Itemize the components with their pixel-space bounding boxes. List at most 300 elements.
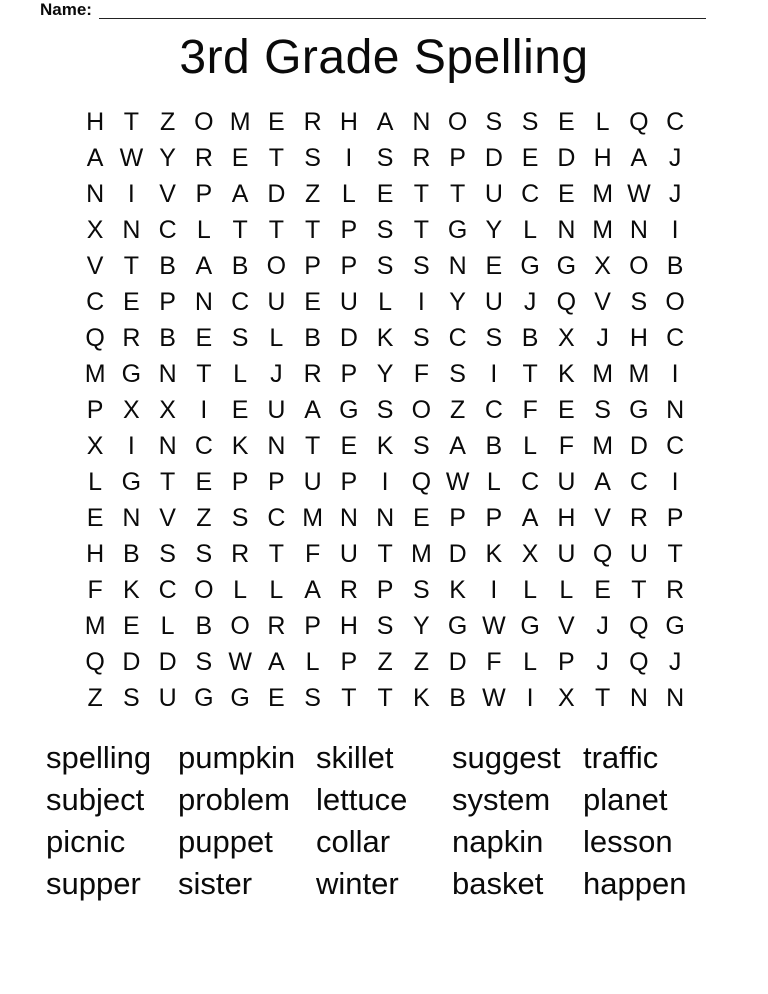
grid-letter: T xyxy=(268,215,285,244)
grid-letter: C xyxy=(267,504,286,533)
grid-letter: H xyxy=(557,504,576,533)
grid-letter: E xyxy=(558,179,575,208)
grid-letter: P xyxy=(449,504,466,533)
grid-letter: Q xyxy=(629,107,649,136)
grid-letter: K xyxy=(231,431,249,460)
grid-letter: U xyxy=(339,540,358,569)
grid-letter: A xyxy=(231,179,249,208)
grid-letter: G xyxy=(520,251,540,280)
grid-letter: D xyxy=(448,540,467,569)
grid-letter: T xyxy=(341,684,357,713)
grid-letter: P xyxy=(195,179,213,208)
grid-letter: E xyxy=(558,395,575,424)
grid-letter: K xyxy=(485,540,503,569)
grid-letter: R xyxy=(666,576,685,605)
grid-letter: J xyxy=(668,179,682,208)
grid-letter: J xyxy=(523,287,537,316)
grid-letter: A xyxy=(86,143,104,172)
grid-letter: G xyxy=(230,684,250,713)
grid-letter: X xyxy=(521,540,539,569)
grid-row xyxy=(77,392,693,428)
grid-letter: T xyxy=(304,431,321,460)
grid-letter: Q xyxy=(629,612,649,641)
grid-letter: P xyxy=(485,504,503,533)
grid-letter: M xyxy=(302,504,324,533)
grid-letter: C xyxy=(521,467,540,496)
grid-letter: P xyxy=(231,467,249,496)
grid-letter: L xyxy=(160,612,175,641)
grid-letter: L xyxy=(233,576,248,605)
grid-row xyxy=(77,356,693,392)
word-bank xyxy=(46,737,748,905)
grid-letter: I xyxy=(490,359,498,388)
name-label: Name: xyxy=(40,0,92,19)
grid-letter: R xyxy=(629,504,648,533)
grid-letter: S xyxy=(413,576,430,605)
grid-row xyxy=(77,501,693,537)
grid-letter: P xyxy=(86,395,104,424)
grid-letter: S xyxy=(413,251,430,280)
grid-letter: N xyxy=(557,215,576,244)
grid-letter: M xyxy=(84,612,106,641)
grid-letter: A xyxy=(268,648,285,677)
grid-letter: L xyxy=(269,323,284,352)
grid-letter: B xyxy=(521,323,539,352)
grid-letter: E xyxy=(123,287,140,316)
grid-letter: S xyxy=(376,395,394,424)
word-item: lettuce xyxy=(316,782,408,817)
grid-letter: A xyxy=(630,143,648,172)
grid-letter: F xyxy=(413,359,430,388)
grid-letter: G xyxy=(629,395,649,424)
grid-letter: P xyxy=(268,467,285,496)
grid-letter: A xyxy=(521,504,539,533)
grid-letter: E xyxy=(594,576,611,605)
grid-letter: N xyxy=(666,395,685,424)
grid-letter: J xyxy=(668,143,682,172)
grid-letter: T xyxy=(522,359,538,388)
grid-letter: N xyxy=(267,431,286,460)
grid-letter: E xyxy=(268,684,285,713)
grid-letter: C xyxy=(86,287,105,316)
word-item: system xyxy=(452,782,551,817)
grid-letter: S xyxy=(485,323,503,352)
grid-letter: Y xyxy=(485,215,503,244)
grid-letter: T xyxy=(413,179,430,208)
grid-letter: M xyxy=(84,359,106,388)
grid-letter: M xyxy=(592,359,614,388)
grid-letter: H xyxy=(629,323,648,352)
grid-letter: W xyxy=(482,612,506,641)
grid-letter: A xyxy=(304,576,321,605)
grid-letter: K xyxy=(123,576,140,605)
grid-row xyxy=(77,609,693,645)
grid-letter: Q xyxy=(85,648,105,677)
grid-letter: K xyxy=(413,684,430,713)
grid-letter: K xyxy=(376,323,394,352)
grid-letter: F xyxy=(486,648,502,677)
grid-letter: P xyxy=(304,251,321,280)
grid-letter: O xyxy=(230,612,250,641)
grid-letter: S xyxy=(195,648,213,677)
grid-letter: S xyxy=(594,395,611,424)
grid-letter: W xyxy=(228,648,252,677)
grid-letter: R xyxy=(267,612,286,641)
grid-letter: V xyxy=(159,179,176,208)
grid-letter: R xyxy=(194,143,213,172)
grid-letter: M xyxy=(592,431,614,460)
grid-letter: P xyxy=(304,612,321,641)
grid-letter: L xyxy=(378,287,393,316)
grid-letter: F xyxy=(558,431,575,460)
grid-letter: S xyxy=(376,215,394,244)
grid-row xyxy=(77,176,693,212)
grid-letter: U xyxy=(339,287,358,316)
grid-letter: S xyxy=(376,143,394,172)
grid-letter: P xyxy=(376,576,394,605)
grid-letter: L xyxy=(486,467,501,496)
grid-letter: S xyxy=(123,684,140,713)
word-item: problem xyxy=(178,782,290,817)
grid-row xyxy=(77,140,693,176)
grid-letter: B xyxy=(666,251,684,280)
grid-letter: M xyxy=(229,107,251,136)
grid-letter: L xyxy=(559,576,574,605)
grid-letter: R xyxy=(339,576,358,605)
grid-letter: S xyxy=(376,612,394,641)
grid-letter: O xyxy=(194,576,214,605)
grid-letter: E xyxy=(340,431,358,460)
grid-letter: C xyxy=(231,287,250,316)
grid-letter: R xyxy=(303,107,322,136)
word-item: planet xyxy=(583,782,668,817)
grid-letter: I xyxy=(526,684,534,713)
grid-letter: C xyxy=(666,323,685,352)
grid-letter: G xyxy=(121,359,142,388)
grid-letter: C xyxy=(158,215,177,244)
grid-letter: S xyxy=(485,107,503,136)
grid-letter: Z xyxy=(413,648,430,677)
grid-letter: U xyxy=(484,287,503,316)
grid-letter: P xyxy=(340,648,358,677)
grid-letter: X xyxy=(86,215,104,244)
grid-letter: S xyxy=(304,684,321,713)
grid-letter: R xyxy=(303,359,322,388)
grid-letter: S xyxy=(449,359,466,388)
grid-letter: J xyxy=(270,359,283,388)
grid-letter: N xyxy=(194,287,213,316)
grid-letter: K xyxy=(449,576,466,605)
grid-letter: D xyxy=(484,143,503,172)
grid-letter: G xyxy=(194,684,214,713)
grid-letter: H xyxy=(86,540,105,569)
grid-letter: G xyxy=(556,251,577,280)
grid-letter: T xyxy=(268,540,285,569)
grid-letter: N xyxy=(666,684,685,713)
grid-letter: C xyxy=(484,395,503,424)
grid-letter: T xyxy=(232,215,248,244)
grid-letter: R xyxy=(412,143,431,172)
grid-letter: S xyxy=(231,323,249,352)
grid-letter: U xyxy=(267,395,286,424)
grid-letter: C xyxy=(158,576,177,605)
grid-row xyxy=(77,284,693,320)
grid-letter: N xyxy=(122,215,141,244)
grid-letter: C xyxy=(448,323,467,352)
grid-letter: H xyxy=(339,107,358,136)
grid-letter: L xyxy=(88,467,103,496)
grid-letter: B xyxy=(195,612,213,641)
grid-letter: B xyxy=(123,540,140,569)
grid-letter: B xyxy=(231,251,249,280)
word-item: traffic xyxy=(583,740,659,775)
grid-letter: N xyxy=(158,359,177,388)
grid-row xyxy=(77,428,693,464)
grid-letter: G xyxy=(447,215,468,244)
grid-letter: I xyxy=(127,179,135,208)
grid-letter: U xyxy=(557,540,576,569)
grid-letter: N xyxy=(629,215,648,244)
grid-letter: G xyxy=(121,467,142,496)
grid-letter: F xyxy=(304,540,321,569)
grid-letter: C xyxy=(666,107,685,136)
grid-letter: E xyxy=(376,179,394,208)
grid-letter: I xyxy=(127,431,135,460)
grid-letter: Z xyxy=(196,504,212,533)
grid-letter: B xyxy=(485,431,503,460)
grid-letter: W xyxy=(627,179,651,208)
name-blank-line xyxy=(99,4,706,19)
grid-letter: B xyxy=(304,323,321,352)
word-item: picnic xyxy=(46,824,126,859)
grid-letter: I xyxy=(381,467,389,496)
grid-letter: N xyxy=(86,179,105,208)
grid-letter: X xyxy=(558,323,575,352)
grid-letter: A xyxy=(594,467,611,496)
grid-letter: H xyxy=(86,107,105,136)
grid-letter: S xyxy=(304,143,321,172)
grid-letter: T xyxy=(413,215,430,244)
grid-letter: E xyxy=(304,287,321,316)
word-item: pumpkin xyxy=(178,740,296,775)
word-item: suggest xyxy=(452,740,561,775)
grid-letter: M xyxy=(410,540,432,569)
grid-letter: V xyxy=(558,612,575,641)
grid-letter: S xyxy=(376,251,394,280)
word-item: skillet xyxy=(316,740,394,775)
grid-letter: Y xyxy=(413,612,430,641)
grid-letter: E xyxy=(413,504,430,533)
word-item: spelling xyxy=(46,740,152,775)
grid-letter: T xyxy=(667,540,683,569)
word-item: happen xyxy=(583,866,687,901)
grid-letter: L xyxy=(523,215,538,244)
grid-letter: S xyxy=(195,540,213,569)
grid-letter: I xyxy=(200,395,208,424)
grid-letter: Y xyxy=(449,287,466,316)
grid-letter: P xyxy=(340,467,358,496)
grid-letter: N xyxy=(376,504,395,533)
grid-row xyxy=(77,212,693,248)
grid-letter: L xyxy=(305,648,320,677)
grid-letter: J xyxy=(668,648,682,677)
name-field-row xyxy=(40,1,706,19)
grid-row xyxy=(77,248,693,284)
grid-letter: U xyxy=(303,467,322,496)
word-item: basket xyxy=(452,866,544,901)
grid-letter: D xyxy=(557,143,576,172)
grid-letter: X xyxy=(86,431,104,460)
grid-row xyxy=(77,537,693,573)
grid-letter: U xyxy=(557,467,576,496)
grid-letter: A xyxy=(195,251,213,280)
grid-letter: T xyxy=(268,143,285,172)
grid-letter: Z xyxy=(449,395,466,424)
grid-letter: P xyxy=(558,648,575,677)
grid-letter: V xyxy=(86,251,104,280)
grid-letter: M xyxy=(592,179,614,208)
grid-letter: I xyxy=(671,359,679,388)
grid-letter: W xyxy=(482,684,506,713)
grid-letter: Z xyxy=(87,684,103,713)
grid-letter: H xyxy=(339,612,358,641)
grid-letter: U xyxy=(484,179,503,208)
grid-letter: N xyxy=(629,684,648,713)
grid-letter: G xyxy=(665,612,685,641)
grid-letter: N xyxy=(448,251,467,280)
word-item: collar xyxy=(316,824,391,859)
grid-letter: I xyxy=(345,143,353,172)
grid-letter: D xyxy=(339,323,358,352)
grid-letter: T xyxy=(449,179,466,208)
grid-letter: C xyxy=(629,467,648,496)
grid-letter: U xyxy=(158,684,177,713)
grid-letter: J xyxy=(596,648,609,677)
grid-letter: B xyxy=(159,251,176,280)
grid-letter: U xyxy=(267,287,286,316)
grid-letter: N xyxy=(339,504,358,533)
grid-letter: R xyxy=(122,323,141,352)
grid-letter: S xyxy=(413,431,430,460)
grid-letter: N xyxy=(412,107,431,136)
grid-letter: B xyxy=(449,684,466,713)
grid-letter: X xyxy=(558,684,575,713)
grid-letter: Q xyxy=(629,648,649,677)
grid-letter: L xyxy=(523,431,538,460)
grid-letter: F xyxy=(87,576,103,605)
grid-letter: A xyxy=(376,107,394,136)
grid-letter: X xyxy=(123,395,140,424)
grid-letter: A xyxy=(304,395,321,424)
grid-letter: L xyxy=(523,648,538,677)
grid-row xyxy=(77,645,693,681)
grid-letter: V xyxy=(159,504,176,533)
grid-letter: U xyxy=(629,540,648,569)
grid-letter: Y xyxy=(376,359,394,388)
grid-letter: Y xyxy=(159,143,176,172)
grid-letter: P xyxy=(340,359,358,388)
grid-letter: Q xyxy=(85,323,105,352)
grid-letter: S xyxy=(413,323,430,352)
grid-letter: H xyxy=(593,143,612,172)
grid-letter: G xyxy=(339,395,359,424)
grid-letter: E xyxy=(558,107,575,136)
grid-letter: T xyxy=(159,467,176,496)
word-item: winter xyxy=(316,866,399,901)
grid-letter: T xyxy=(377,540,393,569)
grid-letter: L xyxy=(341,179,356,208)
grid-letter: I xyxy=(417,287,425,316)
grid-letter: E xyxy=(123,612,140,641)
grid-letter: C xyxy=(521,179,540,208)
grid-letter: T xyxy=(631,576,647,605)
grid-letter: D xyxy=(267,179,286,208)
grid-letter: V xyxy=(594,287,611,316)
grid-letter: T xyxy=(304,215,321,244)
grid-letter: Q xyxy=(411,467,432,496)
grid-letter: T xyxy=(196,359,212,388)
grid-letter: E xyxy=(231,143,249,172)
grid-letter: E xyxy=(195,323,213,352)
grid-letter: C xyxy=(666,431,685,460)
grid-letter: B xyxy=(159,323,176,352)
grid-letter: L xyxy=(595,107,610,136)
grid-letter: K xyxy=(376,431,394,460)
grid-letter: I xyxy=(671,467,679,496)
grid-letter: D xyxy=(158,648,177,677)
word-search-grid xyxy=(77,104,693,717)
grid-letter: T xyxy=(123,107,140,136)
grid-letter: S xyxy=(521,107,539,136)
grid-letter: D xyxy=(629,431,648,460)
grid-letter: K xyxy=(558,359,575,388)
grid-letter: O xyxy=(194,107,214,136)
grid-letter: T xyxy=(594,684,611,713)
grid-letter: D xyxy=(448,648,467,677)
grid-letter: F xyxy=(522,395,538,424)
grid-letter: N xyxy=(122,504,141,533)
word-item: lesson xyxy=(583,824,673,859)
grid-letter: T xyxy=(377,684,393,713)
grid-row xyxy=(77,320,693,356)
grid-letter: E xyxy=(231,395,249,424)
grid-letter: I xyxy=(490,576,498,605)
grid-letter: E xyxy=(195,467,213,496)
grid-letter: I xyxy=(671,215,679,244)
grid-letter: P xyxy=(449,143,466,172)
grid-letter: O xyxy=(266,251,287,280)
grid-letter: A xyxy=(449,431,466,460)
grid-letter: W xyxy=(119,143,144,172)
grid-letter: X xyxy=(159,395,176,424)
grid-letter: P xyxy=(340,215,358,244)
grid-letter: O xyxy=(629,251,649,280)
grid-letter: Q xyxy=(556,287,577,316)
grid-letter: E xyxy=(86,504,104,533)
grid-letter: J xyxy=(596,612,609,641)
grid-letter: N xyxy=(158,431,177,460)
grid-row xyxy=(77,681,693,717)
word-item: puppet xyxy=(178,824,273,859)
grid-letter: E xyxy=(268,107,285,136)
grid-letter: Z xyxy=(377,648,393,677)
grid-letter: D xyxy=(122,648,141,677)
grid-row xyxy=(77,464,693,500)
grid-letter: V xyxy=(594,504,611,533)
grid-letter: M xyxy=(592,215,614,244)
grid-letter: L xyxy=(523,576,538,605)
grid-letter: S xyxy=(159,540,176,569)
